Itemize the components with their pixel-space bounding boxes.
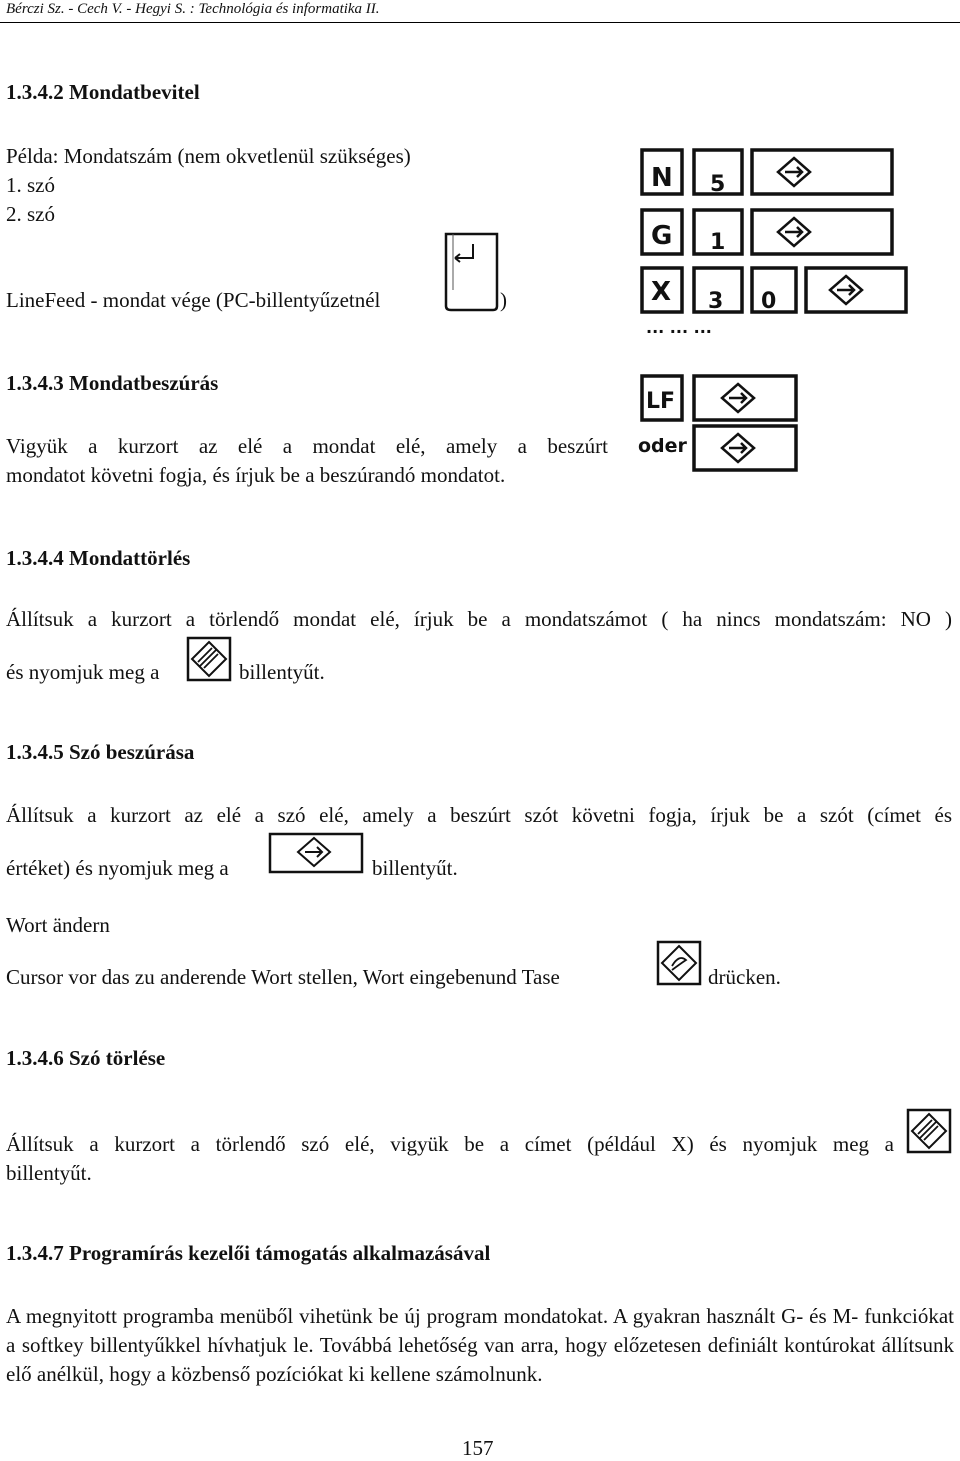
delete-word-key-icon: [906, 1108, 952, 1154]
key-5-label: 5: [710, 172, 726, 197]
section-heading-1342: 1.3.4.2 Mondatbevitel: [6, 80, 200, 104]
delete-sentence-line-1: Állítsuk a kurzort a törlendő mondat elé, írjuk be a mondatszámot ( ha nincs mondatszám: NO ): [6, 607, 952, 631]
insert-sentence-line-1: Vigyük a kurzort az elé a mondat elé, amely a beszúrt: [6, 434, 608, 458]
section-heading-1345: 1.3.4.5 Szó beszúrása: [6, 740, 195, 764]
delete-sentence-line-2b: billentyűt.: [239, 660, 325, 684]
section-heading-1347: 1.3.4.7 Programírás kezelői támogatás alkalmazásával: [6, 1241, 491, 1265]
key-1-label: 1: [710, 230, 726, 255]
key-g-label: G: [651, 221, 673, 251]
insert-sentence-line-2: mondatot követni fogja, és írjuk be a beszúrandó mondatot.: [6, 463, 506, 487]
oder-label: oder: [638, 435, 687, 457]
key-n-label: N: [651, 163, 673, 193]
key-3-label: 3: [708, 289, 724, 314]
key-lf-label: LF: [646, 389, 676, 414]
delete-key-icon: [186, 636, 232, 682]
section-heading-1343: 1.3.4.3 Mondatbeszúrás: [6, 371, 219, 395]
key-0-label: 0: [761, 289, 777, 314]
cursor-line-a: Cursor vor das zu anderende Wort stellen, Wort eingebenund Tase: [6, 965, 560, 989]
delete-word-line-2: billentyűt.: [6, 1161, 92, 1185]
section-heading-1344: 1.3.4.4 Mondattörlés: [6, 546, 191, 570]
insert-word-line-2b: billentyűt.: [372, 856, 458, 880]
word-line-1: 1. szó: [6, 173, 55, 197]
page-number: 157: [462, 1436, 494, 1460]
header-rule: [0, 22, 960, 23]
wort-aendern: Wort ändern: [6, 913, 110, 937]
section-heading-1346: 1.3.4.6 Szó törlése: [6, 1046, 166, 1070]
linefeed-text: LineFeed - mondat vége (PC-billentyűzetnél: [6, 288, 381, 312]
linefeed-close: ): [500, 288, 507, 312]
keypad-figure: [624, 128, 920, 488]
enter-key-icon: [443, 230, 501, 312]
word-line-2: 2. szó: [6, 202, 55, 226]
delete-sentence-line-2a: és nyomjuk meg a: [6, 660, 160, 684]
delete-word-line-1: Állítsuk a kurzort a törlendő szó elé, vigyük be a címet (például X) és nyomjuk meg a: [6, 1132, 894, 1156]
insert-word-line-2a: értéket) és nyomjuk meg a: [6, 856, 229, 880]
cursor-line-b: drücken.: [708, 965, 781, 989]
dots: ... ... ...: [646, 318, 712, 337]
programming-paragraph: A megnyitott programba menüből vihetünk be új program mondatokat. A gyakran használt G- és M- funkciókat a softkey billentyűkkel hívhatjuk le. Továbbá lehetőség van arra, hogy előzetesen definiált kontúrokat állítsunk elő anélkül, hogy a közbenső pozíciókat ki kellene számolnunk.: [6, 1304, 954, 1386]
insert-key-icon: [268, 832, 364, 876]
insert-word-line-1: Állítsuk a kurzort az elé a szó elé, amely a beszúrt szót követni fogja, írjuk be a szót (címet és: [6, 803, 952, 827]
example-line: Példa: Mondatszám (nem okvetlenül szükséges): [6, 144, 411, 168]
key-x-label: X: [651, 277, 672, 307]
running-header: Bérczi Sz. - Cech V. - Hegyi S. : Technológia és informatika II.: [6, 1, 380, 17]
alter-key-icon: [656, 940, 702, 986]
